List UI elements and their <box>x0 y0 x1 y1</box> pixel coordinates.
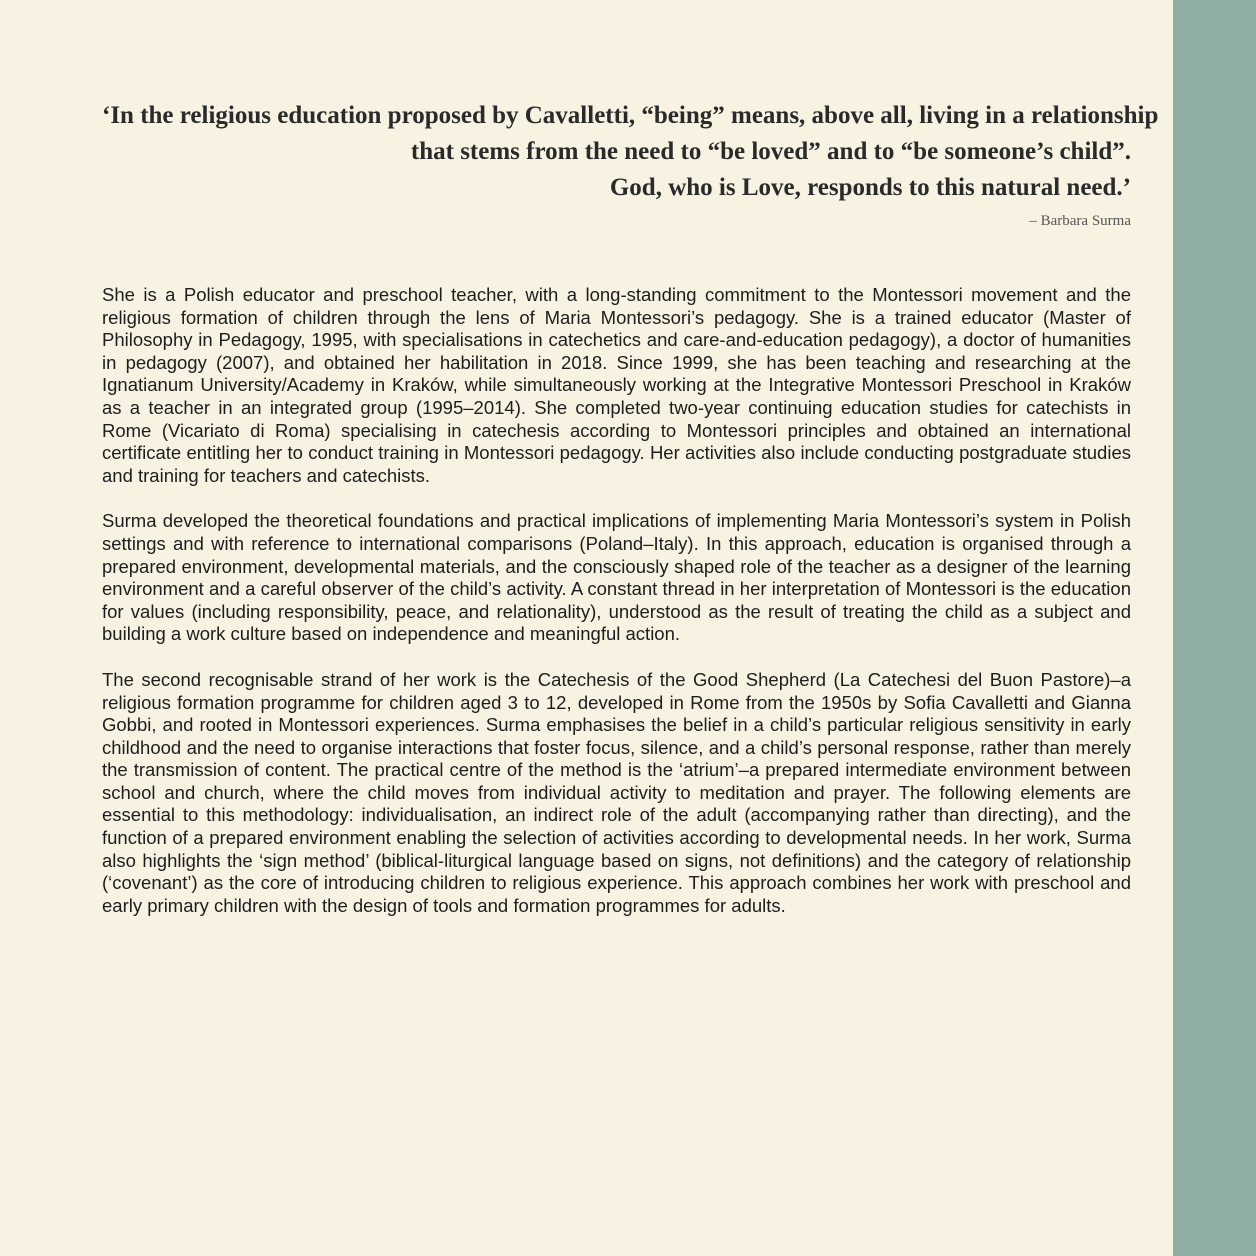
quote-line-3: God, who is Love, responds to this natural need.’ <box>609 174 1131 201</box>
biography-text <box>102 284 1131 940</box>
decorative-side-band <box>1173 0 1256 1256</box>
quote-line-2: that stems from the need to “be loved” and to “be someone’s child”. <box>410 138 1131 165</box>
paragraph-good-shepherd: The second recognisable strand of her work is the Catechesis of the Good Shepherd (La Catechesi del Buon Pastore)–a religious formation programme for children aged 3 to 12, developed in Rome from the 1950s by Sofia Cavalletti and Gianna Gobbi, and rooted in Montessori experiences. Surma emphasises the belief in a child’s particular religious sensitivity in early childhood and the need to organise interactions that foster focus, silence, and a child’s personal response, rather than merely the transmission of content. The practical centre of the method is the ‘atrium’–a prepared intermediate environment between school and church, where the child moves from individual activity to meditation and prayer. The following elements are essential to this methodology: individualisation, an indirect role of the adult (accompanying rather than directing), and the function of a prepared environment enabling the selection of activities according to developmental needs. In her work, Surma also highlights the ‘sign method’ (biblical-liturgical language based on signs, not definitions) and the category of relationship (‘covenant’) as the core of introducing children to religious experience. This approach combines her work with preschool and early primary children with the design of tools and formation programmes for adults. <box>102 668 1131 916</box>
quote-line-1: ‘In the religious education proposed by Cavalletti, “being” means, above all, living in a relationship <box>102 102 1159 129</box>
epigraph-quote <box>102 98 1159 231</box>
paragraph-background: She is a Polish educator and preschool teacher, with a long-standing commitment to the Montessori movement and the religious formation of children through the lens of Maria Montessori’s pedagogy. She is a trained educator (Master of Philosophy in Pedagogy, 1995, with specialisations in catechetics and care-and-education pedagogy), a doctor of humanities in pedagogy (2007), and obtained her habilitation in 2018. Since 1999, she has been teaching and researching at the Ignatianum University/Academy in Kraków, while simultaneously working at the Integrative Montessori Preschool in Kraków as a teacher in an integrated group (1995–2014). She completed two-year continuing education studies for catechists in Rome (Vicariato di Roma) specialising in catechesis according to Montessori principles and obtained an international certificate entitling her to conduct training in Montessori pedagogy. Her activities also include conducting postgraduate studies and training for teachers and catechists. <box>102 284 1131 486</box>
paragraph-montessori-system: Surma developed the theoretical foundations and practical implications of implementing Maria Montessori’s system in Polish settings and with reference to international comparisons (Poland–Italy). In this approach, education is organised through a prepared environment, developmental materials, and the consciously shaped role of the teacher as a designer of the learning environment and a careful observer of the child’s activity. A constant thread in her interpretation of Montessori is the education for values (including responsibility, peace, and relationality), understood as the result of treating the child as a subject and building a work culture based on independence and meaningful action. <box>102 510 1131 645</box>
quote-author: – Barbara Surma <box>1029 213 1131 229</box>
